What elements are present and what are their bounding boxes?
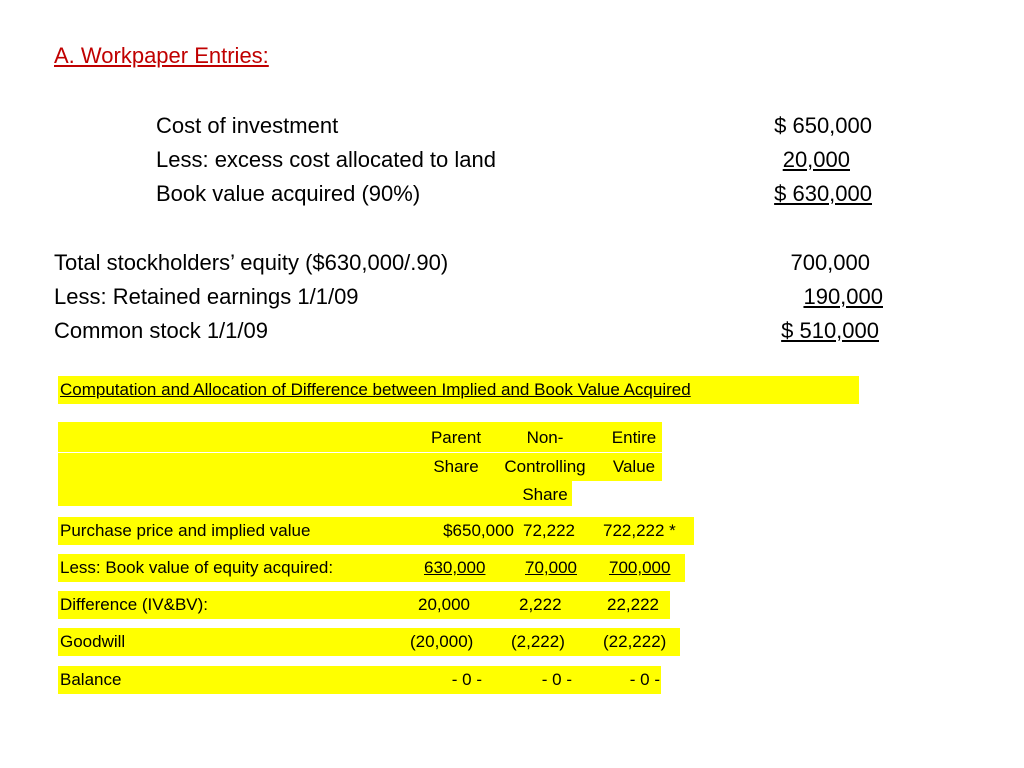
book-value-acquired-label: Book value acquired (90%) [156,181,421,206]
row-parent-value: 630,000 [424,558,486,577]
book-value-acquired-value: $ 630,000 [774,181,872,206]
header-parent-line1: Parent [430,428,482,447]
total-equity-label: Total stockholders’ equity ($630,000/.90) [54,250,449,275]
cost-of-investment-value: $ 650,000 [774,113,872,138]
row-nc-value: (2,222) [511,632,565,651]
row-nc-value: 2,222 [519,595,562,614]
row-label: Less: Book value of equity acquired: [60,558,334,577]
row-parent-value: (20,000) [410,632,474,651]
row-nc-value: 70,000 [525,558,577,577]
total-equity-value: 700,000 [790,250,870,275]
row-parent-value: $650,000 [443,521,514,540]
row-label: Balance [60,670,122,689]
row-nc-value: - 0 - [541,670,572,689]
cost-of-investment-label: Cost of investment [156,113,339,138]
row-entire-value: 700,000 [609,558,671,577]
page-title: A. Workpaper Entries: [54,43,269,68]
table-caption: Computation and Allocation of Difference between Implied and Book Value Acquired [60,380,691,399]
header-nc-line2: Controlling [504,457,586,476]
excess-cost-label: Less: excess cost allocated to land [156,147,496,172]
retained-earnings-label: Less: Retained earnings 1/1/09 [54,284,359,309]
row-entire-value: (22,222) [603,632,667,651]
row-parent-value: - 0 - [451,670,482,689]
row-label: Purchase price and implied value [60,521,311,540]
header-nc-line1: Non- [526,428,564,447]
header-nc-line3: Share [522,485,568,504]
row-entire-value: 722,222 * [603,521,676,540]
header-entire-line2: Value [612,457,656,476]
retained-earnings-value: 190,000 [803,284,883,309]
row-entire-value: - 0 - [629,670,660,689]
row-label: Difference (IV&BV): [60,595,209,614]
common-stock-label: Common stock 1/1/09 [54,318,268,343]
header-entire-line1: Entire [611,428,657,447]
common-stock-value: $ 510,000 [781,318,879,343]
row-label: Goodwill [60,632,126,651]
row-highlight [58,628,680,656]
header-parent-line2: Share [433,457,479,476]
row-nc-value: 72,222 [523,521,575,540]
row-parent-value: 20,000 [418,595,470,614]
row-entire-value: 22,222 [607,595,659,614]
excess-cost-value: 20,000 [782,147,850,172]
